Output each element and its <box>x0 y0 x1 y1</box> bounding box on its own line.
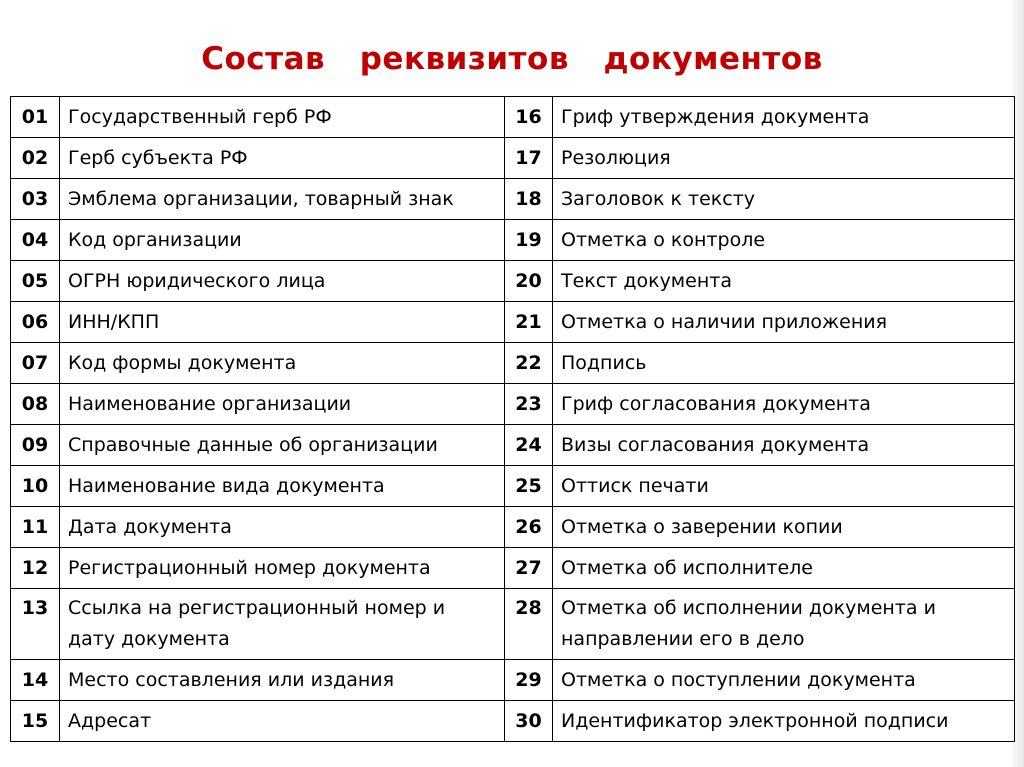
row-text-right: Отметка об исполнителе <box>553 548 1015 589</box>
row-text-right: Отметка о контроле <box>553 220 1015 261</box>
table-row <box>11 261 1015 302</box>
table-row <box>11 425 1015 466</box>
row-number-right: 30 <box>505 701 553 742</box>
row-number-right: 22 <box>505 343 553 384</box>
row-number-right: 29 <box>505 660 553 701</box>
row-number-right: 23 <box>505 384 553 425</box>
row-number-left: 02 <box>11 138 60 179</box>
row-number-right: 27 <box>505 548 553 589</box>
row-text-right: Отметка о заверении копии <box>553 507 1015 548</box>
row-number-left: 12 <box>11 548 60 589</box>
table-row <box>11 97 1015 138</box>
row-number-right: 25 <box>505 466 553 507</box>
row-number-left: 11 <box>11 507 60 548</box>
row-text-left: Эмблема организации, товарный знак <box>60 179 505 220</box>
row-number-left: 09 <box>11 425 60 466</box>
row-text-right: Подпись <box>553 343 1015 384</box>
row-text-left: Регистрационный номер документа <box>60 548 505 589</box>
table-row <box>11 466 1015 507</box>
table-row <box>11 701 1015 742</box>
row-text-left: ОГРН юридического лица <box>60 261 505 302</box>
row-number-left: 14 <box>11 660 60 701</box>
table-row <box>11 507 1015 548</box>
row-text-right: Гриф утверждения документа <box>553 97 1015 138</box>
row-text-right: Идентификатор электронной подписи <box>553 701 1015 742</box>
requisites-table-body <box>11 97 1015 742</box>
row-text-right: Гриф согласования документа <box>553 384 1015 425</box>
row-text-left: Код формы документа <box>60 343 505 384</box>
row-number-right: 24 <box>505 425 553 466</box>
table-row <box>11 660 1015 701</box>
row-number-left: 01 <box>11 97 60 138</box>
row-text-left: Ссылка на регистрационный номер и дату документа <box>60 589 505 660</box>
table-row <box>11 302 1015 343</box>
row-number-right: 19 <box>505 220 553 261</box>
row-text-right: Резолюция <box>553 138 1015 179</box>
row-text-left: Адресат <box>60 701 505 742</box>
row-text-left: Код организации <box>60 220 505 261</box>
row-number-left: 08 <box>11 384 60 425</box>
table-row <box>11 179 1015 220</box>
row-text-right: Отметка о наличии приложения <box>553 302 1015 343</box>
row-text-left: Место составления или издания <box>60 660 505 701</box>
row-text-left: Наименование организации <box>60 384 505 425</box>
row-number-right: 16 <box>505 97 553 138</box>
table-row <box>11 384 1015 425</box>
row-number-right: 26 <box>505 507 553 548</box>
row-number-right: 28 <box>505 589 553 660</box>
requisites-table <box>10 96 1015 742</box>
row-text-left: Дата документа <box>60 507 505 548</box>
row-text-left: Наименование вида документа <box>60 466 505 507</box>
row-text-right: Отметка об исполнении документа и направлении его в дело <box>553 589 1015 660</box>
row-text-right: Визы согласования документа <box>553 425 1015 466</box>
row-text-right: Заголовок к тексту <box>553 179 1015 220</box>
table-row <box>11 548 1015 589</box>
row-text-right: Текст документа <box>553 261 1015 302</box>
row-text-left: Герб субъекта РФ <box>60 138 505 179</box>
row-number-right: 17 <box>505 138 553 179</box>
page-title: Состав реквизитов документов <box>201 40 823 77</box>
row-number-left: 07 <box>11 343 60 384</box>
row-number-left: 05 <box>11 261 60 302</box>
row-number-left: 06 <box>11 302 60 343</box>
row-text-right: Отметка о поступлении документа <box>553 660 1015 701</box>
row-number-right: 21 <box>505 302 553 343</box>
table-row <box>11 589 1015 660</box>
row-number-left: 15 <box>11 701 60 742</box>
row-number-left: 13 <box>11 589 60 660</box>
row-text-right: Оттиск печати <box>553 466 1015 507</box>
table-row <box>11 220 1015 261</box>
row-text-left: ИНН/КПП <box>60 302 505 343</box>
row-text-left: Государственный герб РФ <box>60 97 505 138</box>
row-number-left: 10 <box>11 466 60 507</box>
row-number-right: 18 <box>505 179 553 220</box>
row-number-left: 03 <box>11 179 60 220</box>
row-number-left: 04 <box>11 220 60 261</box>
table-row <box>11 343 1015 384</box>
row-number-right: 20 <box>505 261 553 302</box>
row-text-left: Справочные данные об организации <box>60 425 505 466</box>
table-row <box>11 138 1015 179</box>
